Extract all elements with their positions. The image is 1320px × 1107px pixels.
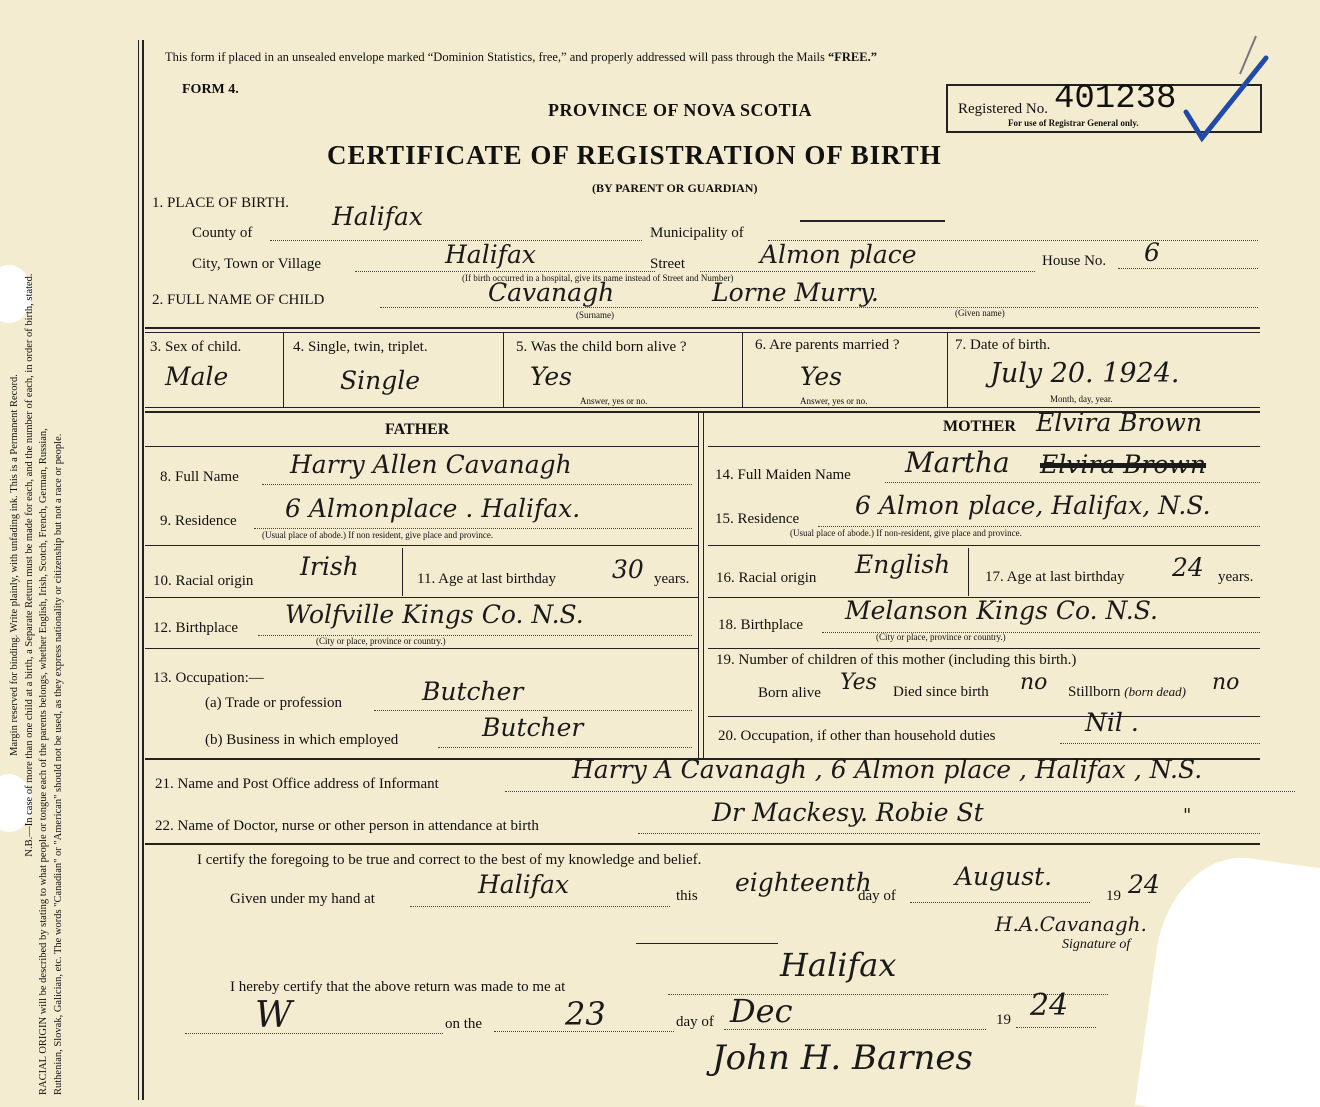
surname-note: (Surname)	[576, 310, 614, 320]
father-racial-value: Irish	[300, 552, 359, 581]
given-place-value: Halifax	[478, 870, 569, 899]
registered-label: Registered No.	[958, 101, 1048, 117]
stillborn-label: Stillborn (born dead)	[1068, 684, 1187, 700]
mother-age-label: 17. Age at last birthday	[985, 569, 1125, 585]
father-residence-note: (Usual place of abode.) If non resident, give place and province.	[262, 530, 494, 540]
informant-signature: H.A.Cavanagh.	[995, 912, 1147, 936]
mother-residence-note: (Usual place of abode.) If non-resident, give place and province.	[790, 528, 1022, 538]
dob-label: 7. Date of birth.	[955, 337, 1051, 353]
hospital-note: (If birth occurred in a hospital, give its name instead of Street and Number)	[462, 273, 734, 283]
cert-day-value: eighteenth	[735, 868, 872, 897]
registered-number: 401238	[1054, 80, 1177, 118]
margin-note: N.B.—In case of more than one child at a birth, a Separate Return must be made for each, and the number of each, in order of birth, stated.	[23, 273, 35, 857]
day-of-label: day of	[676, 1014, 714, 1030]
city-value: Halifax	[445, 240, 536, 269]
mother-name-label: 14. Full Maiden Name	[715, 467, 851, 483]
mother-residence-label: 15. Residence	[715, 511, 800, 527]
cert-year-prefix: 19	[1106, 888, 1121, 904]
informant-value: Harry A Cavanagh , 6 Almon place , Halifax , N.S.	[572, 755, 1203, 784]
mail-notice: This form if placed in an unsealed envelope marked “Dominion Statistics, free,” and properly addressed will pass through the Mails “FREE.”	[165, 50, 877, 64]
registrar-prefix-value: W	[255, 995, 293, 1036]
registrar-year-value: 24	[1030, 988, 1069, 1023]
margin-note: RACIAL ORIGIN will be described by stating to what people or tongue each of the parents belongs, whether English, Irish, Scotch, French, German, Russian,	[38, 428, 49, 1095]
mother-heading: MOTHER	[943, 418, 1016, 435]
mother-heading-annotation: Elvira Brown	[1036, 408, 1203, 437]
dob-value: July 20. 1924.	[990, 358, 1180, 389]
married-note: Answer, yes or no.	[800, 396, 868, 406]
child-name-label: 2. FULL NAME OF CHILD	[152, 292, 325, 308]
mother-racial-value: English	[855, 550, 951, 579]
check-mark-icon	[1180, 30, 1280, 150]
form-number: FORM 4.	[182, 82, 239, 97]
child-surname: Cavanagh	[488, 278, 615, 307]
father-racial-label: 10. Racial origin	[153, 573, 254, 589]
father-birthplace-value: Wolfville Kings Co. N.S.	[285, 600, 584, 629]
doctor-label: 22. Name of Doctor, nurse or other person in attendance at birth	[155, 818, 539, 834]
mother-children-label: 19. Number of children of this mother (including this birth.)	[716, 652, 1077, 668]
father-business-label: (b) Business in which employed	[205, 732, 399, 748]
torn-corner	[1135, 847, 1320, 1107]
registrar-month-value: Dec	[730, 992, 793, 1030]
province-heading: PROVINCE OF NOVA SCOTIA	[548, 100, 813, 120]
mother-birthplace-label: 18. Birthplace	[718, 617, 803, 633]
father-residence-value: 6 Almonplace . Halifax.	[285, 494, 581, 523]
born-alive-label: 5. Was the child born alive ?	[516, 339, 687, 355]
county-label: County of	[192, 225, 253, 241]
father-name-label: 8. Full Name	[160, 469, 239, 485]
sex-label: 3. Sex of child.	[150, 339, 242, 355]
dash-mark	[800, 220, 945, 222]
ditto-mark: "	[1183, 805, 1192, 826]
mother-name-value: Martha	[905, 446, 1010, 479]
father-trade-label: (a) Trade or profession	[205, 695, 343, 711]
mother-residence-value: 6 Almon place, Halifax, N.S.	[855, 491, 1211, 520]
certify-statement: I certify the foregoing to be true and correct to the best of my knowledge and belief.	[197, 852, 702, 868]
dob-note: Month, day, year.	[1050, 394, 1113, 404]
mother-birthplace-note: (City or place, province or country.)	[876, 632, 1006, 642]
father-age-value: 30	[612, 555, 644, 584]
born-alive-count-label: Born alive	[758, 685, 821, 701]
cert-month-value: August.	[955, 862, 1053, 891]
street-value: Almon place	[760, 240, 917, 269]
father-heading: FATHER	[385, 421, 450, 438]
county-value: Halifax	[332, 202, 423, 231]
doctor-value: Dr Mackesy. Robie St	[712, 798, 984, 827]
father-occupation-label: 13. Occupation:—	[153, 670, 264, 686]
registrar-place-value: Halifax	[780, 946, 897, 984]
born-alive-note: Answer, yes or no.	[580, 396, 648, 406]
married-label: 6. Are parents married ?	[755, 337, 900, 353]
died-since-birth-label: Died since birth	[893, 684, 989, 700]
given-name-note: (Given name)	[955, 308, 1005, 318]
this-label: this	[676, 888, 698, 904]
registrar-day-value: 23	[565, 995, 606, 1033]
sex-value: Male	[165, 362, 229, 391]
certificate-subtitle: (BY PARENT OR GUARDIAN)	[592, 181, 758, 195]
house-label: House No.	[1042, 253, 1107, 269]
margin-note: Margin reserved for binding. Write plainly, with unfading ink. This is a Permanent Record.	[9, 374, 20, 756]
house-value: 6	[1144, 238, 1160, 267]
father-name-value: Harry Allen Cavanagh	[290, 450, 572, 479]
registrar-year-prefix: 19	[996, 1012, 1011, 1028]
mother-years-label: years.	[1218, 569, 1254, 585]
born-alive-count-value: Yes	[840, 670, 877, 695]
informant-label: 21. Name and Post Office address of Informant	[155, 776, 439, 792]
certificate-title: CERTIFICATE OF REGISTRATION OF BIRTH	[327, 140, 942, 170]
father-business-value: Butcher	[482, 713, 584, 742]
place-heading: 1. PLACE OF BIRTH.	[152, 195, 290, 211]
married-value: Yes	[800, 362, 842, 391]
given-under-label: Given under my hand at	[230, 891, 375, 907]
margin-notes	[8, 35, 66, 1095]
registrar-statement: I hereby certify that the above return was made to me at	[230, 979, 566, 995]
cert-year-value: 24	[1128, 870, 1160, 899]
mother-occupation-label: 20. Occupation, if other than household duties	[718, 728, 996, 744]
father-years-label: years.	[654, 571, 690, 587]
mother-birthplace-value: Melanson Kings Co. N.S.	[845, 596, 1158, 625]
plurality-label: 4. Single, twin, triplet.	[293, 339, 428, 355]
signature-label: Signature of	[1062, 937, 1131, 952]
mother-occupation-value: Nil .	[1085, 708, 1139, 737]
father-birthplace-note: (City or place, province or country.)	[316, 636, 446, 646]
father-age-label: 11. Age at last birthday	[417, 571, 556, 587]
father-birthplace-label: 12. Birthplace	[153, 620, 238, 636]
municipality-label: Municipality of	[650, 225, 744, 241]
city-label: City, Town or Village	[192, 256, 322, 272]
margin-rule	[142, 40, 144, 1100]
margin-note: Ruthenian, Slovak, Galician, etc. The words "Canadian" or "American" should not be used, as they express nationality or citizenship but not a race or people.	[52, 433, 64, 1095]
mother-age-value: 24	[1172, 553, 1204, 582]
on-the-label: on the	[445, 1016, 483, 1032]
mother-name-struck: Elvira Brown	[1040, 450, 1207, 479]
mother-racial-label: 16. Racial origin	[716, 570, 817, 586]
father-residence-label: 9. Residence	[160, 513, 237, 529]
died-since-birth-value: no	[1020, 670, 1048, 695]
plurality-value: Single	[340, 366, 421, 395]
street-label: Street	[650, 256, 685, 272]
father-trade-value: Butcher	[422, 677, 524, 706]
margin-rule	[138, 40, 139, 1100]
registrar-note: For use of Registrar General only.	[1008, 118, 1139, 128]
child-given-name: Lorne Murry.	[712, 278, 879, 307]
registrar-signature: John H. Barnes	[712, 1038, 973, 1078]
born-alive-value: Yes	[530, 362, 572, 391]
stillborn-value: no	[1212, 670, 1240, 695]
cert-day-of-label: day of	[858, 888, 896, 904]
